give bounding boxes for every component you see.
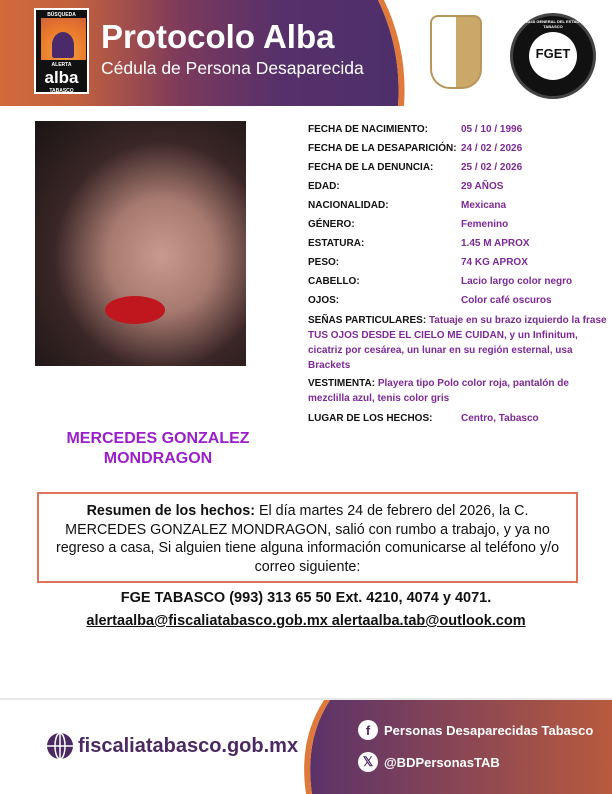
detail-label: OJOS:	[308, 295, 340, 306]
detail-row	[308, 234, 608, 253]
detail-row	[308, 120, 608, 139]
facebook-text: Personas Desaparecidas Tabasco	[384, 722, 594, 738]
detail-value: 29 AÑOS	[461, 181, 504, 192]
summary-text: El día martes 24 de febrero del 2026, la C. MERCEDES GONZALEZ MONDRAGON, salió con rumbo a trabajo, y ya no regreso a casa, Si alguien tiene alguna información comunicarse al teléfono y/o correo siguiente:	[55, 503, 560, 575]
seal-text: FGET	[535, 46, 571, 61]
detail-label: ESTATURA:	[308, 238, 365, 249]
coat-of-arms-logo	[430, 15, 482, 89]
logo-main-text: alba	[44, 68, 79, 87]
detail-value: 24 / 02 / 2026	[461, 143, 523, 154]
footer	[0, 698, 612, 792]
detail-row	[308, 215, 608, 234]
header	[0, 0, 612, 106]
senas-particulares: SEÑAS PARTICULARES: Tatuaje en su brazo izquierdo la frase TUS OJOS DESDE EL CIELO ME CUIDAN, y un Infinitum, cicatriz por cesárea, un lunar en su región esternal, usa Brackets	[308, 315, 607, 371]
details-list	[308, 120, 608, 428]
detail-label: GÉNERO:	[308, 219, 355, 230]
x-text: @BDPersonasTAB	[384, 754, 500, 770]
detail-value: Mexicana	[461, 200, 507, 211]
website-text: fiscaliatabasco.gob.mx	[78, 734, 299, 757]
x-link[interactable]	[358, 752, 500, 772]
fget-seal-logo	[510, 13, 596, 99]
logo-mid-text: ALERTA	[51, 62, 72, 68]
detail-value: 05 / 10 / 1996	[461, 124, 523, 135]
detail-row	[308, 253, 608, 272]
detail-value: 1.45 M APROX	[461, 238, 530, 249]
page-subtitle: Cédula de Persona Desaparecida	[101, 58, 364, 78]
summary-box	[37, 492, 578, 583]
detail-row	[308, 272, 608, 291]
lugar-hechos: LUGAR DE LOS HECHOS: Centro, Tabasco	[308, 413, 539, 424]
contact-emails[interactable]: alertaalba@fiscaliatabasco.gob.mx alertaalba.tab@outlook.com	[86, 613, 526, 629]
detail-value: 25 / 02 / 2026	[461, 162, 523, 173]
alerta-alba-logo	[34, 8, 89, 94]
website-link[interactable]	[46, 732, 298, 760]
detail-row	[308, 177, 608, 196]
contact-phone: FGE TABASCO (993) 313 65 50 Ext. 4210, 4074 y 4071.	[120, 590, 492, 606]
facebook-icon: f	[358, 720, 378, 740]
detail-value: Femenino	[461, 219, 509, 230]
detail-row	[308, 139, 608, 158]
facebook-link[interactable]	[358, 720, 593, 740]
summary-label: Resumen de los hechos:	[86, 503, 256, 519]
person-name: MERCEDES GONZALEZ MONDRAGON	[66, 430, 250, 467]
detail-label: FECHA DE NACIMIENTO:	[308, 124, 428, 135]
seal-ring-text: FISCALIA GENERAL DEL ESTADO DE TABASCO	[516, 19, 590, 29]
detail-row	[308, 196, 608, 215]
detail-label: FECHA DE LA DESAPARICIÓN:	[308, 143, 457, 154]
detail-value: 74 KG APROX	[461, 257, 528, 268]
logo-bottom-text: TABASCO	[49, 88, 74, 94]
vestimenta: VESTIMENTA: Playera tipo Polo color roja, pantalón de mezclilla azul, tenis color gris	[308, 378, 569, 404]
detail-label: CABELLO:	[308, 276, 360, 287]
figure-graphic	[52, 32, 74, 58]
detail-label: FECHA DE LA DENUNCIA:	[308, 162, 434, 173]
detail-value: Color café oscuros	[461, 295, 552, 306]
detail-row	[308, 291, 608, 310]
detail-label: PESO:	[308, 257, 340, 268]
logo-top-text: BÚSQUEDA	[47, 12, 76, 18]
detail-label: NACIONALIDAD:	[308, 200, 389, 211]
detail-value: Lacio largo color negro	[461, 276, 573, 287]
detail-label: EDAD:	[308, 181, 340, 192]
person-photo	[35, 121, 246, 366]
x-icon: 𝕏	[358, 752, 378, 772]
page-title: Protocolo Alba	[101, 18, 335, 55]
detail-row	[308, 158, 608, 177]
globe-icon	[46, 732, 74, 760]
